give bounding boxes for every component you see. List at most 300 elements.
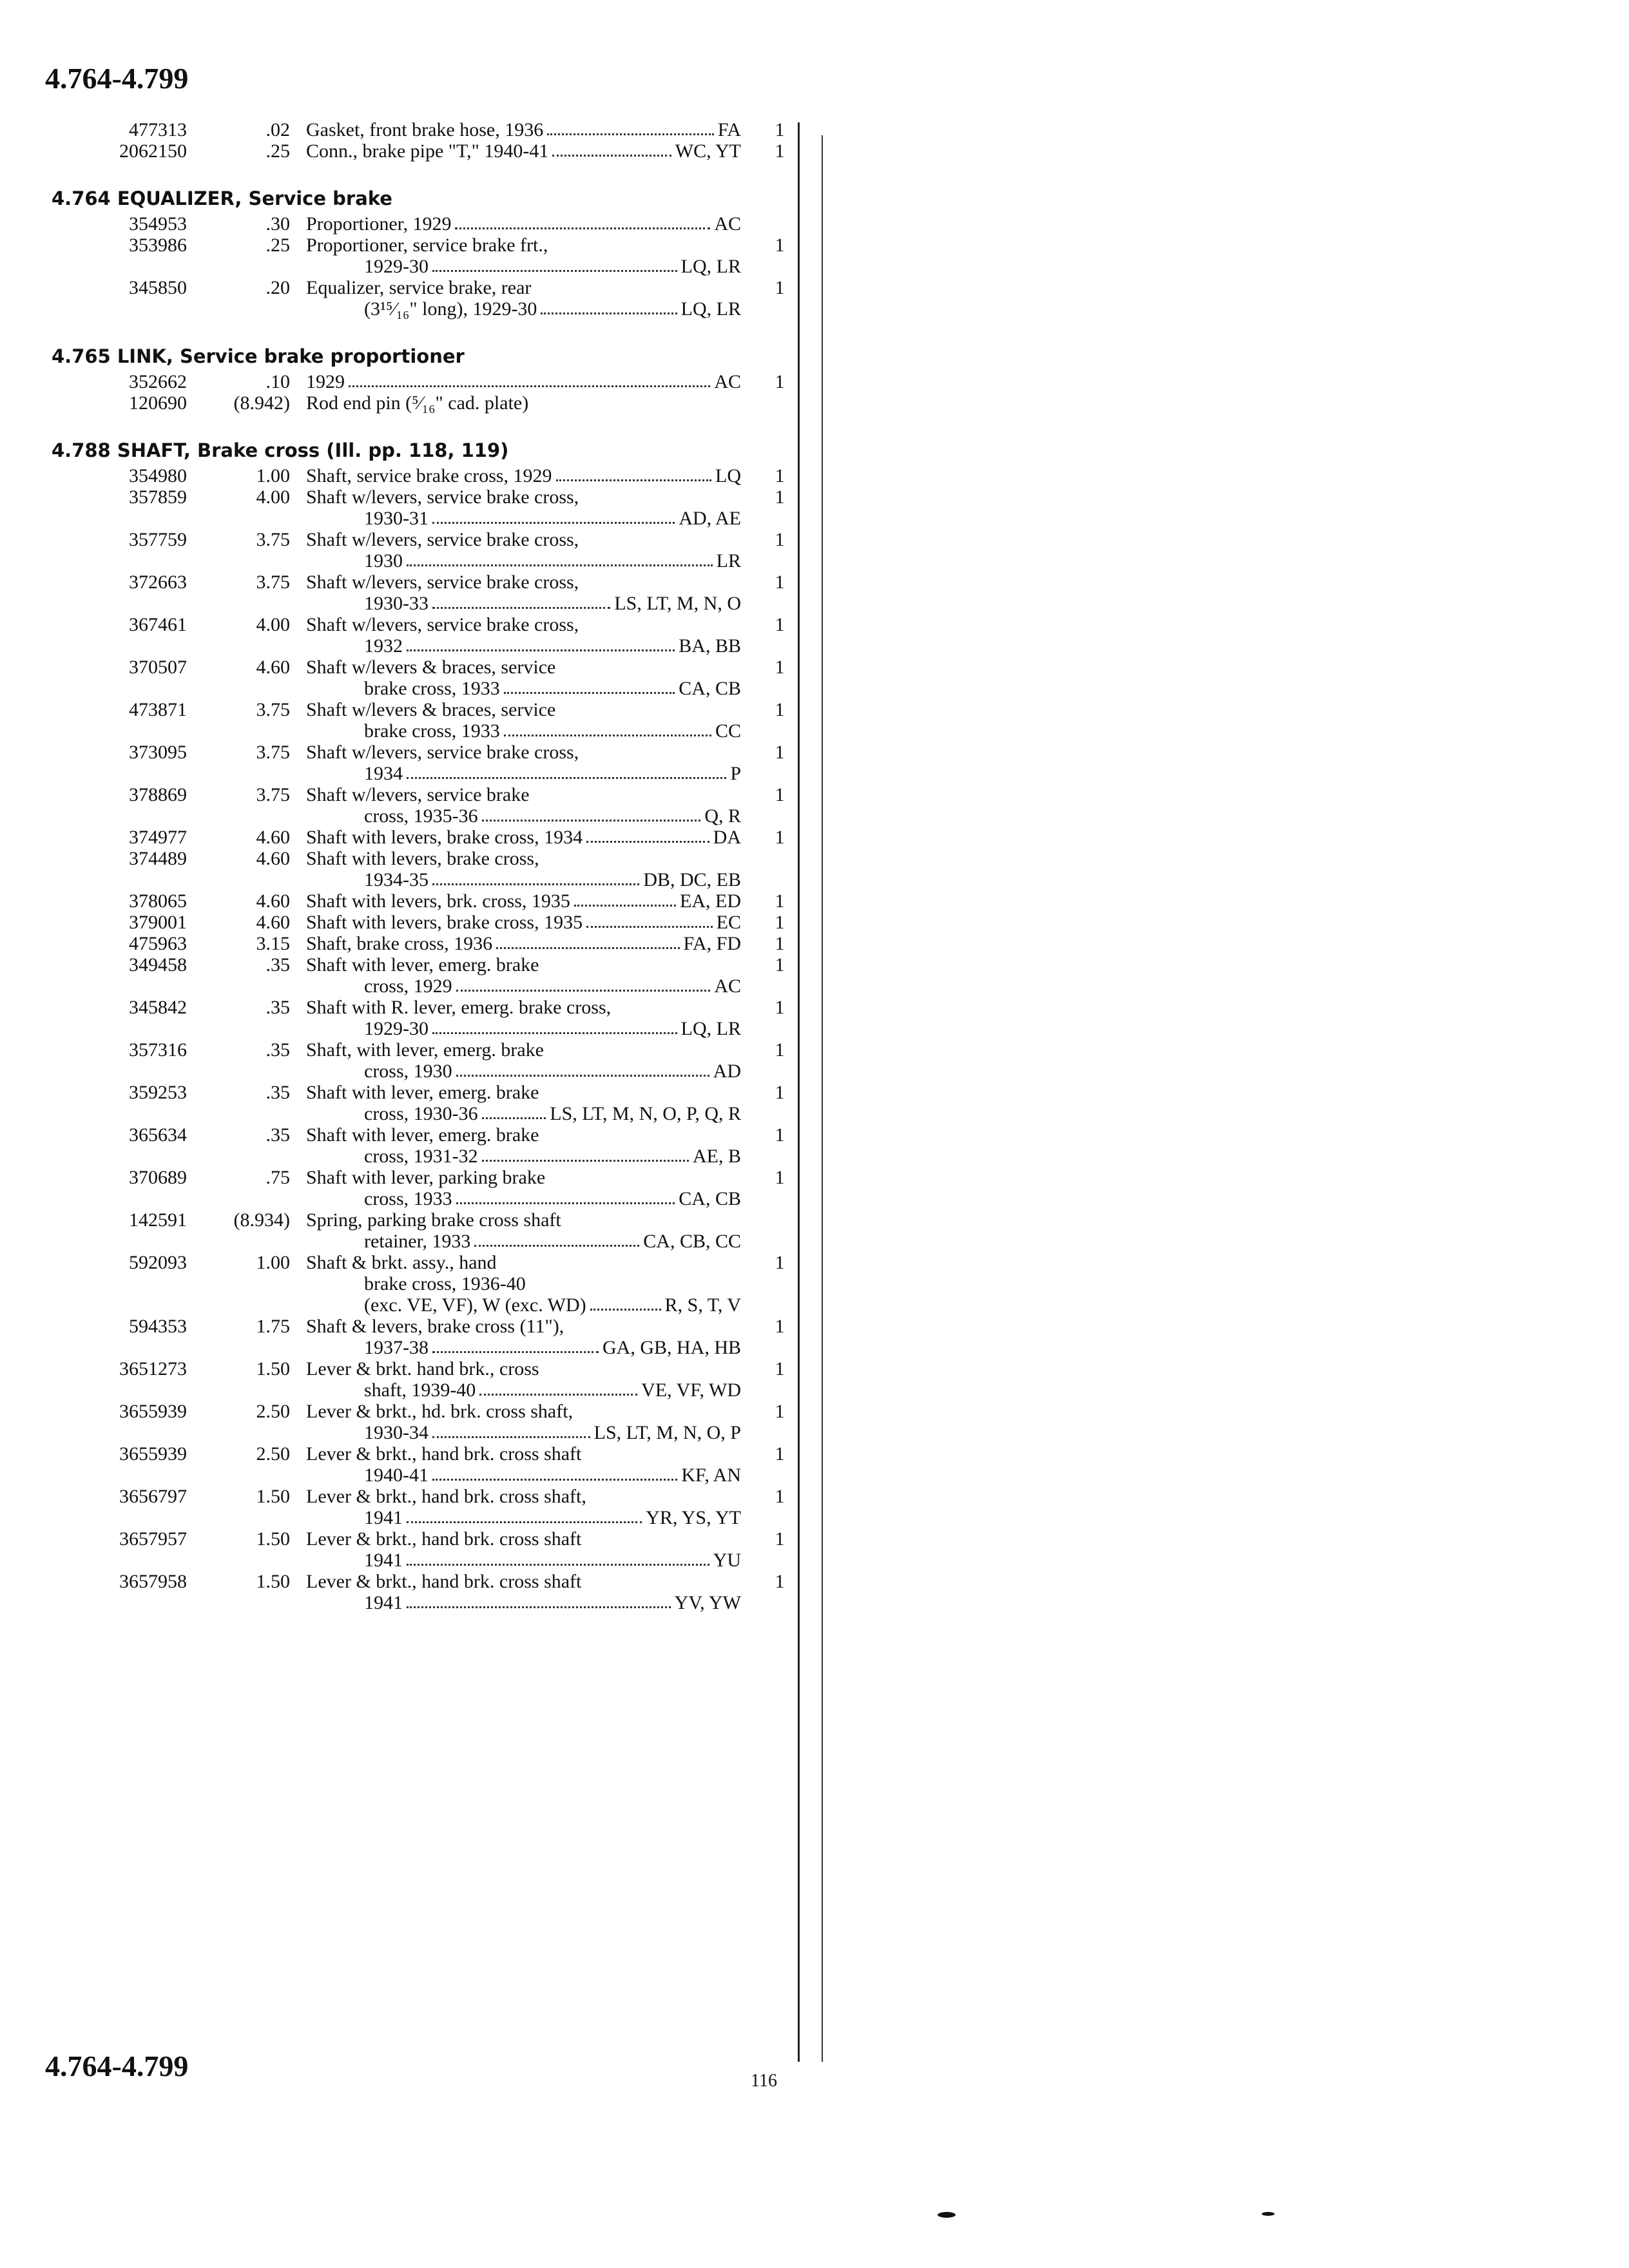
- part-entry: [52, 997, 793, 1039]
- model-codes: LS, LT, M, N, O, P, Q, R: [550, 1103, 741, 1124]
- quantity: 1: [775, 657, 785, 678]
- description-line: Shaft w/levers, service brake cross,: [306, 614, 579, 635]
- leader-dots: [456, 1061, 709, 1077]
- description-text: 1940-41: [364, 1465, 429, 1486]
- model-codes: LQ, LR: [680, 298, 741, 320]
- part-price: .75: [265, 1167, 290, 1188]
- part-entry: [52, 1528, 793, 1571]
- part-description: [306, 235, 741, 277]
- description-line: Shaft with lever, emerg. brake: [306, 1082, 539, 1103]
- description-line: [306, 298, 741, 320]
- leader-dots: [474, 1231, 639, 1247]
- quantity: 1: [775, 784, 785, 805]
- part-description: [306, 742, 741, 784]
- description-line: Shaft with lever, emerg. brake: [306, 1124, 539, 1146]
- description-line: Shaft, with lever, emerg. brake: [306, 1039, 544, 1061]
- part-price: (8.942): [233, 392, 290, 414]
- quantity: 1: [775, 933, 785, 954]
- quantity: 1: [775, 890, 785, 912]
- part-price: 1.50: [256, 1486, 290, 1507]
- part-price: 3.15: [256, 933, 290, 954]
- description-line: [306, 1018, 741, 1039]
- scan-smudge: [1262, 2212, 1275, 2216]
- part-description: [306, 465, 741, 486]
- quantity: 1: [775, 1316, 785, 1337]
- part-price: 3.75: [256, 699, 290, 720]
- quantity: 1: [775, 1358, 785, 1379]
- description-text: brake cross, 1933: [364, 720, 500, 742]
- model-codes: DA: [713, 827, 741, 848]
- part-entry: [52, 912, 793, 933]
- catalog-section: [52, 119, 793, 162]
- model-codes: LQ, LR: [680, 256, 741, 277]
- part-number: 345850: [129, 277, 187, 298]
- leader-dots: [504, 720, 711, 736]
- part-number: 120690: [129, 392, 187, 414]
- part-entry: [52, 933, 793, 954]
- quantity: 1: [775, 1401, 785, 1422]
- part-number: 357759: [129, 529, 187, 550]
- description-line: [306, 140, 741, 162]
- part-description: [306, 371, 741, 392]
- part-description: [306, 140, 741, 162]
- leader-dots: [432, 593, 610, 609]
- model-codes: CA, CB: [679, 1188, 741, 1209]
- part-description: [306, 933, 741, 954]
- part-description: [306, 277, 741, 320]
- part-number: 475963: [129, 933, 187, 954]
- quantity: 1: [775, 465, 785, 486]
- quantity: 1: [775, 1252, 785, 1273]
- description-line: [306, 1337, 741, 1358]
- description-text: cross, 1930: [364, 1061, 452, 1082]
- part-entry: [52, 392, 793, 414]
- part-number: 372663: [129, 572, 187, 593]
- description-text: Conn., brake pipe "T," 1940-41: [306, 140, 549, 162]
- description-line: [306, 827, 741, 848]
- part-description: [306, 954, 741, 997]
- part-entry: [52, 213, 793, 235]
- part-number: 473871: [129, 699, 187, 720]
- description-text: 1929-30: [364, 1018, 429, 1039]
- leader-dots: [432, 256, 677, 272]
- part-number: 378869: [129, 784, 187, 805]
- part-description: [306, 1443, 741, 1486]
- part-entry: [52, 848, 793, 890]
- model-codes: AE, B: [693, 1146, 741, 1167]
- part-description: [306, 213, 741, 235]
- part-price: 3.75: [256, 784, 290, 805]
- description-text: 1929: [306, 371, 345, 392]
- quantity: 1: [775, 119, 785, 140]
- description-line: [306, 678, 741, 699]
- description-line: [306, 1592, 741, 1613]
- quantity: 1: [775, 1571, 785, 1592]
- quantity: 1: [775, 529, 785, 550]
- description-text: retainer, 1933: [364, 1231, 471, 1252]
- part-entry: [52, 1443, 793, 1486]
- part-number: 354953: [129, 213, 187, 235]
- part-number: 354980: [129, 465, 187, 486]
- description-line: [306, 550, 741, 572]
- model-codes: LS, LT, M, N, O, P: [593, 1422, 741, 1443]
- model-codes: LS, LT, M, N, O: [614, 593, 741, 614]
- catalog-section: [52, 439, 793, 1613]
- model-codes: P: [730, 763, 741, 784]
- part-number: 3655939: [119, 1443, 187, 1465]
- part-description: [306, 784, 741, 827]
- description-text: Proportioner, 1929: [306, 213, 452, 235]
- part-description: [306, 1082, 741, 1124]
- leader-dots: [586, 827, 709, 843]
- catalog-section: [52, 187, 793, 320]
- leader-dots: [432, 1337, 599, 1353]
- leader-dots: [432, 1465, 677, 1481]
- description-line: [306, 1103, 741, 1124]
- quantity: 1: [775, 699, 785, 720]
- section-heading: 4.765 LINK, Service brake proportioner: [52, 345, 465, 367]
- description-line: [306, 593, 741, 614]
- part-entry: [52, 371, 793, 392]
- description-line: Spring, parking brake cross shaft: [306, 1209, 561, 1231]
- model-codes: GA, GB, HA, HB: [602, 1337, 741, 1358]
- part-number: 357859: [129, 486, 187, 508]
- part-price: .30: [265, 213, 290, 235]
- part-price: 1.00: [256, 465, 290, 486]
- model-codes: YU: [713, 1550, 741, 1571]
- part-number: 592093: [129, 1252, 187, 1273]
- description-line: Lever & brkt. hand brk., cross: [306, 1358, 539, 1379]
- quantity: 1: [775, 1443, 785, 1465]
- part-price: .35: [265, 1124, 290, 1146]
- page-number: 116: [751, 2071, 777, 2091]
- leader-dots: [349, 371, 710, 387]
- quantity: 1: [775, 140, 785, 162]
- part-number: 365634: [129, 1124, 187, 1146]
- part-number: 349458: [129, 954, 187, 975]
- description-line: Shaft w/levers, service brake cross,: [306, 529, 579, 550]
- quantity: 1: [775, 1082, 785, 1103]
- part-entry: [52, 699, 793, 742]
- part-number: 359253: [129, 1082, 187, 1103]
- part-entry: [52, 235, 793, 277]
- part-number: 477313: [129, 119, 187, 140]
- description-line: [306, 119, 741, 140]
- part-number: 367461: [129, 614, 187, 635]
- description-text: (3¹⁵⁄₁₆" long), 1929-30: [364, 298, 537, 320]
- description-text: (exc. VE, VF), W (exc. WD): [364, 1294, 586, 1316]
- part-description: [306, 1401, 741, 1443]
- part-number: 378065: [129, 890, 187, 912]
- part-price: 4.60: [256, 848, 290, 869]
- part-price: 1.50: [256, 1571, 290, 1592]
- model-codes: LQ, LR: [680, 1018, 741, 1039]
- part-description: [306, 1528, 741, 1571]
- part-description: [306, 1571, 741, 1613]
- leader-dots: [574, 890, 676, 907]
- leader-dots: [407, 1592, 671, 1608]
- part-entry: [52, 784, 793, 827]
- description-text: 1934-35: [364, 869, 429, 890]
- leader-dots: [456, 1188, 675, 1204]
- part-entry: [52, 119, 793, 140]
- part-number: 353986: [129, 235, 187, 256]
- part-description: [306, 1209, 741, 1252]
- description-line: [306, 465, 741, 486]
- leader-dots: [479, 1379, 637, 1396]
- description-line: Shaft w/levers, service brake cross,: [306, 742, 579, 763]
- leader-dots: [456, 975, 711, 992]
- description-text: 1930-33: [364, 593, 429, 614]
- description-line: [306, 720, 741, 742]
- model-codes: VE, VF, WD: [641, 1379, 741, 1401]
- part-entry: [52, 1316, 793, 1358]
- model-codes: LQ: [715, 465, 741, 486]
- description-text: Shaft with levers, brk. cross, 1935: [306, 890, 570, 912]
- part-entry: [52, 1571, 793, 1613]
- description-text: 1941: [364, 1592, 403, 1613]
- quantity: 1: [775, 742, 785, 763]
- model-codes: AC: [714, 371, 741, 392]
- part-description: [306, 1316, 741, 1358]
- quantity: 1: [775, 277, 785, 298]
- description-line: [306, 1294, 741, 1316]
- description-text: 1932: [364, 635, 403, 657]
- description-text: cross, 1929: [364, 975, 452, 997]
- model-codes: CA, CB, CC: [643, 1231, 741, 1252]
- part-price: 2.50: [256, 1443, 290, 1465]
- model-codes: DB, DC, EB: [643, 869, 741, 890]
- quantity: 1: [775, 486, 785, 508]
- quantity: 1: [775, 954, 785, 975]
- part-entry: [52, 277, 793, 320]
- leader-dots: [482, 805, 701, 822]
- description-line: Shaft & brkt. assy., hand: [306, 1252, 497, 1273]
- description-text: cross, 1930-36: [364, 1103, 478, 1124]
- part-description: [306, 890, 741, 912]
- leader-dots: [541, 298, 677, 314]
- part-number: 3655939: [119, 1401, 187, 1422]
- leader-dots: [504, 678, 675, 694]
- description-line: [306, 805, 741, 827]
- description-line: [306, 933, 741, 954]
- part-description: [306, 1039, 741, 1082]
- part-entry: [52, 140, 793, 162]
- description-text: 1930: [364, 550, 403, 572]
- part-number: 3657958: [119, 1571, 187, 1592]
- description-text: cross, 1933: [364, 1188, 452, 1209]
- part-number: 2062150: [119, 140, 187, 162]
- part-description: [306, 848, 741, 890]
- model-codes: BA, BB: [679, 635, 741, 657]
- quantity: 1: [775, 997, 785, 1018]
- leader-dots: [407, 1507, 642, 1523]
- part-number: 373095: [129, 742, 187, 763]
- part-entry: [52, 1358, 793, 1401]
- part-price: 4.60: [256, 827, 290, 848]
- part-price: 1.50: [256, 1528, 290, 1550]
- leader-dots: [590, 1294, 661, 1311]
- model-codes: KF, AN: [681, 1465, 741, 1486]
- part-description: [306, 1358, 741, 1401]
- description-line: Rod end pin (⁵⁄₁₆" cad. plate): [306, 392, 529, 414]
- description-line: [306, 1422, 741, 1443]
- model-codes: YR, YS, YT: [646, 1507, 741, 1528]
- quantity: 1: [775, 614, 785, 635]
- part-number: 370507: [129, 657, 187, 678]
- leader-dots: [432, 1018, 677, 1034]
- part-description: [306, 1124, 741, 1167]
- description-line: [306, 890, 741, 912]
- part-price: 3.75: [256, 572, 290, 593]
- description-line: Shaft w/levers, service brake cross,: [306, 572, 579, 593]
- part-price: .10: [265, 371, 290, 392]
- part-price: (8.934): [233, 1209, 290, 1231]
- description-line: Lever & brkt., hand brk. cross shaft: [306, 1528, 582, 1550]
- model-codes: EC: [716, 912, 741, 933]
- part-entry: [52, 1039, 793, 1082]
- description-line: [306, 1379, 741, 1401]
- description-line: Shaft w/levers, service brake cross,: [306, 486, 579, 508]
- description-text: 1941: [364, 1507, 403, 1528]
- description-text: Shaft with levers, brake cross, 1935: [306, 912, 583, 933]
- model-codes: WC, YT: [675, 140, 741, 162]
- description-line: [306, 508, 741, 529]
- part-price: .20: [265, 277, 290, 298]
- description-line: Lever & brkt., hand brk. cross shaft: [306, 1571, 582, 1592]
- model-codes: LR: [716, 550, 741, 572]
- leader-dots: [586, 912, 713, 928]
- model-codes: YV, YW: [674, 1592, 741, 1613]
- right-rule: [822, 135, 823, 2062]
- part-description: [306, 486, 741, 529]
- leader-dots: [407, 550, 713, 566]
- leader-dots: [552, 140, 671, 157]
- model-codes: Q, R: [704, 805, 741, 827]
- leader-dots: [482, 1103, 546, 1119]
- part-description: [306, 912, 741, 933]
- description-text: 1937-38: [364, 1337, 429, 1358]
- model-codes: AD: [713, 1061, 741, 1082]
- left-column: [52, 119, 793, 1639]
- part-price: 3.75: [256, 742, 290, 763]
- section-heading: 4.764 EQUALIZER, Service brake: [52, 187, 392, 209]
- part-price: 3.75: [256, 529, 290, 550]
- description-line: Shaft with levers, brake cross,: [306, 848, 539, 869]
- part-number: 3651273: [119, 1358, 187, 1379]
- part-description: [306, 1252, 741, 1316]
- description-text: Shaft, brake cross, 1936: [306, 933, 493, 954]
- part-entry: [52, 954, 793, 997]
- description-text: 1930-31: [364, 508, 429, 529]
- catalog-section: [52, 345, 793, 414]
- part-number: 370689: [129, 1167, 187, 1188]
- part-price: .25: [265, 235, 290, 256]
- part-entry: [52, 1209, 793, 1252]
- part-number: 142591: [129, 1209, 187, 1231]
- part-number: 594353: [129, 1316, 187, 1337]
- part-price: .02: [265, 119, 290, 140]
- part-description: [306, 997, 741, 1039]
- model-codes: AD, AE: [679, 508, 741, 529]
- model-codes: FA: [717, 119, 741, 140]
- quantity: 1: [775, 572, 785, 593]
- part-entry: [52, 890, 793, 912]
- description-line: [306, 1231, 741, 1252]
- model-codes: AC: [714, 213, 741, 235]
- part-entry: [52, 1486, 793, 1528]
- part-description: [306, 529, 741, 572]
- part-price: .35: [265, 954, 290, 975]
- description-line: [306, 371, 741, 392]
- leader-dots: [482, 1146, 689, 1162]
- leader-dots: [496, 933, 679, 949]
- part-number: 374489: [129, 848, 187, 869]
- part-description: [306, 657, 741, 699]
- page-header: 4.764-4.799: [45, 62, 189, 95]
- leader-dots: [556, 465, 711, 481]
- description-line: Proportioner, service brake frt.,: [306, 235, 548, 256]
- description-line: Lever & brkt., hd. brk. cross shaft,: [306, 1401, 574, 1422]
- quantity: 1: [775, 1124, 785, 1146]
- description-line: [306, 635, 741, 657]
- description-line: [306, 1507, 741, 1528]
- part-price: .35: [265, 997, 290, 1018]
- part-entry: [52, 1082, 793, 1124]
- leader-dots: [432, 508, 675, 524]
- part-price: .35: [265, 1039, 290, 1061]
- description-line: Shaft with lever, emerg. brake: [306, 954, 539, 975]
- page-footer: 4.764-4.799: [45, 2050, 189, 2082]
- description-line: brake cross, 1936-40: [364, 1273, 526, 1294]
- description-line: Shaft with lever, parking brake: [306, 1167, 546, 1188]
- part-description: [306, 614, 741, 657]
- description-line: Shaft w/levers & braces, service: [306, 699, 556, 720]
- model-codes: CA, CB: [679, 678, 741, 699]
- model-codes: EA, ED: [680, 890, 741, 912]
- quantity: 1: [775, 1167, 785, 1188]
- description-line: [306, 1188, 741, 1209]
- description-line: [306, 1061, 741, 1082]
- part-number: 374977: [129, 827, 187, 848]
- part-description: [306, 699, 741, 742]
- part-price: 4.60: [256, 912, 290, 933]
- quantity: 1: [775, 1528, 785, 1550]
- part-entry: [52, 1167, 793, 1209]
- description-line: [306, 912, 741, 933]
- part-price: .35: [265, 1082, 290, 1103]
- description-line: Shaft with R. lever, emerg. brake cross,: [306, 997, 612, 1018]
- part-entry: [52, 657, 793, 699]
- description-text: 1941: [364, 1550, 403, 1571]
- column-divider: [798, 122, 800, 2062]
- quantity: 1: [775, 235, 785, 256]
- part-entry: [52, 529, 793, 572]
- section-heading: 4.788 SHAFT, Brake cross (Ill. pp. 118, 119): [52, 439, 509, 461]
- model-codes: R, S, T, V: [664, 1294, 741, 1316]
- leader-dots: [407, 763, 726, 779]
- quantity: 1: [775, 912, 785, 933]
- quantity: 1: [775, 1486, 785, 1507]
- leader-dots: [407, 635, 675, 651]
- description-line: [306, 1550, 741, 1571]
- model-codes: CC: [715, 720, 741, 742]
- part-number: 345842: [129, 997, 187, 1018]
- description-line: Lever & brkt., hand brk. cross shaft,: [306, 1486, 586, 1507]
- part-number: 3656797: [119, 1486, 187, 1507]
- description-text: cross, 1935-36: [364, 805, 478, 827]
- description-line: [306, 213, 741, 235]
